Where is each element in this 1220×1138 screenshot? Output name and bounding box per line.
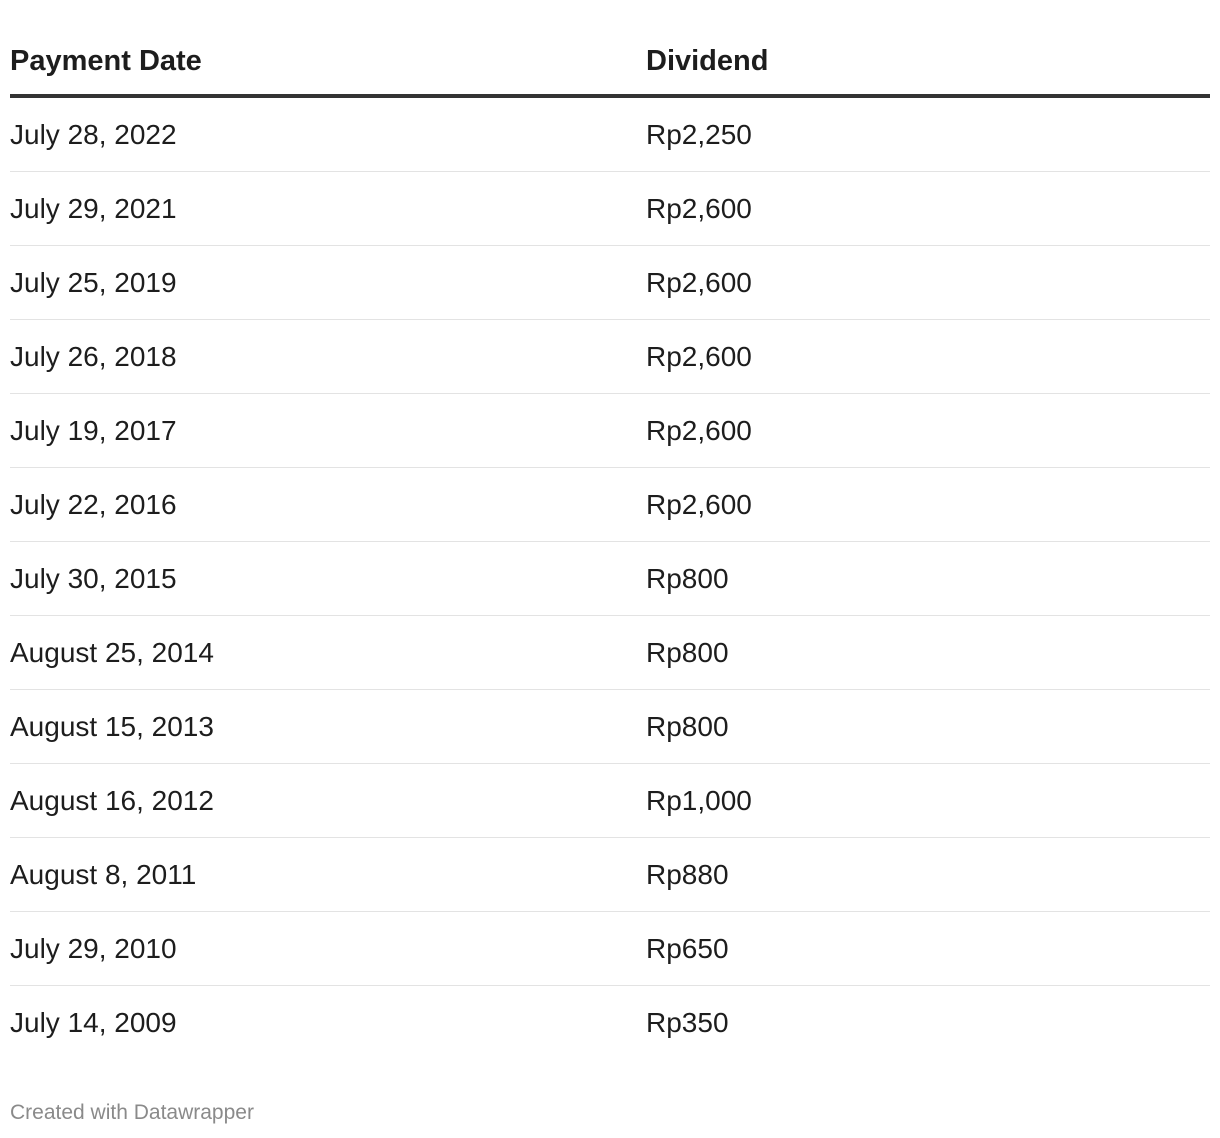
payment-date-cell: August 15, 2013 [10, 710, 214, 742]
payment-date-cell: August 16, 2012 [10, 784, 214, 816]
table-row [10, 320, 1210, 394]
payment-date-cell: July 25, 2019 [10, 266, 177, 298]
dividend-cell: Rp800 [646, 636, 729, 668]
payment-date-cell: July 28, 2022 [10, 118, 177, 150]
payment-date-cell: July 30, 2015 [10, 562, 177, 594]
dividend-cell: Rp2,600 [646, 414, 752, 446]
dividend-cell: Rp350 [646, 1007, 729, 1038]
dividend-cell: Rp2,600 [646, 266, 752, 298]
header-payment-date[interactable]: Payment Date [10, 44, 202, 77]
payment-date-cell: July 22, 2016 [10, 488, 177, 520]
payment-date-cell: July 29, 2021 [10, 192, 177, 224]
table-row [10, 394, 1210, 468]
datawrapper-credit: Created with Datawrapper [10, 1101, 254, 1124]
table-row [10, 616, 1210, 690]
payment-date-cell: August 8, 2011 [10, 858, 197, 890]
table-row [10, 542, 1210, 616]
table-body [10, 98, 1210, 1060]
header-dividend[interactable]: Dividend [646, 44, 769, 77]
dividend-cell: Rp800 [646, 710, 729, 742]
table-row [10, 468, 1210, 542]
table-row [10, 912, 1210, 986]
dividend-table [10, 28, 1210, 1060]
dividend-cell: Rp2,600 [646, 340, 752, 372]
payment-date-cell: July 26, 2018 [10, 340, 177, 372]
table-row [10, 838, 1210, 912]
table-row [10, 690, 1210, 764]
table-row [10, 246, 1210, 320]
dividend-cell: Rp1,000 [646, 784, 752, 816]
table-header-row [10, 28, 1210, 98]
dividend-cell: Rp800 [646, 562, 729, 594]
payment-date-cell: July 19, 2017 [10, 414, 177, 446]
payment-date-cell: August 25, 2014 [10, 636, 214, 668]
dividend-cell: Rp2,600 [646, 488, 752, 520]
table-row [10, 172, 1210, 246]
dividend-cell: Rp2,600 [646, 192, 752, 224]
dividend-cell: Rp880 [646, 858, 729, 890]
dividend-cell: Rp650 [646, 932, 729, 964]
table-row [10, 764, 1210, 838]
payment-date-cell: July 29, 2010 [10, 932, 177, 964]
payment-date-cell: July 14, 2009 [10, 1007, 177, 1038]
dividend-cell: Rp2,250 [646, 118, 752, 150]
table-row [10, 98, 1210, 172]
table-row [10, 986, 1210, 1060]
